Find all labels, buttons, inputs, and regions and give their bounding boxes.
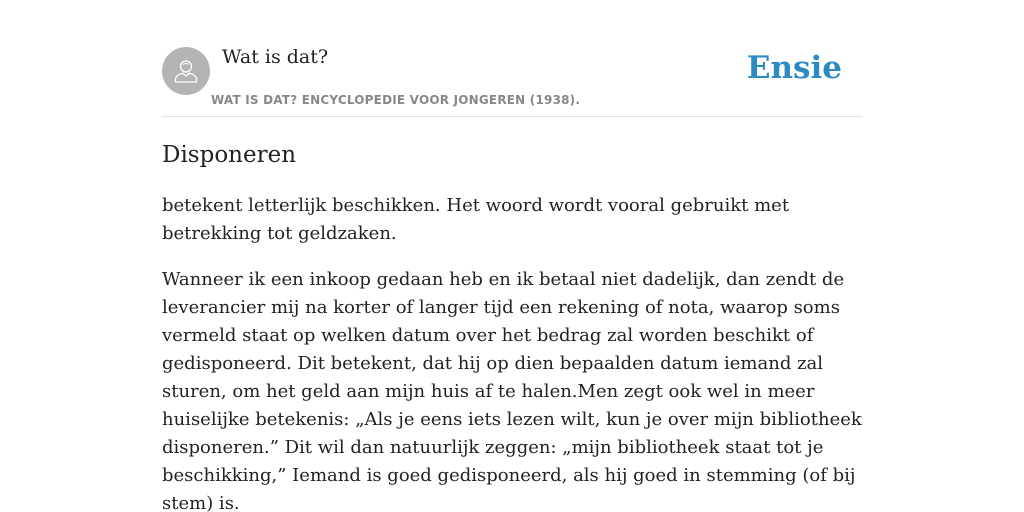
user-outline-icon	[171, 56, 201, 86]
ensie-logo[interactable]: Ensie	[746, 50, 842, 86]
source-subtitle: WAT IS DAT? ENCYCLOPEDIE VOOR JONGEREN (1938).	[211, 93, 581, 107]
source-header	[162, 0, 862, 117]
article-paragraph: betekent letterlijk beschikken. Het woord wordt vooral gebruikt met betrekking tot geldzaken.	[162, 195, 790, 244]
source-avatar[interactable]	[162, 47, 210, 95]
article-paragraph: Wanneer ik een inkoop gedaan heb en ik betaal niet dadelijk, dan zendt de leverancier mij na korter of langer tijd een rekening of nota, waarop soms vermeld staat op welken datum over het bedrag zal worden beschikt of gedisponeerd. Dit betekent, dat hij op dien bepaalden datum iemand zal sturen, om het geld aan mijn huis af te halen.Men zegt ook wel in meer huiselijke betekenis: „Als je eens iets lezen wilt, kun je over mijn bibliotheek disponeren.” Dit wil dan natuurlijk zeggen: „mijn bibliotheek staat tot je beschikking,” Iemand is goed gedisponeerd, als hij goed in stemming (of bij stem) is.	[162, 269, 862, 512]
article	[162, 138, 862, 512]
article-title: Disponeren	[162, 142, 297, 168]
source-name[interactable]: Wat is dat?	[222, 46, 329, 68]
